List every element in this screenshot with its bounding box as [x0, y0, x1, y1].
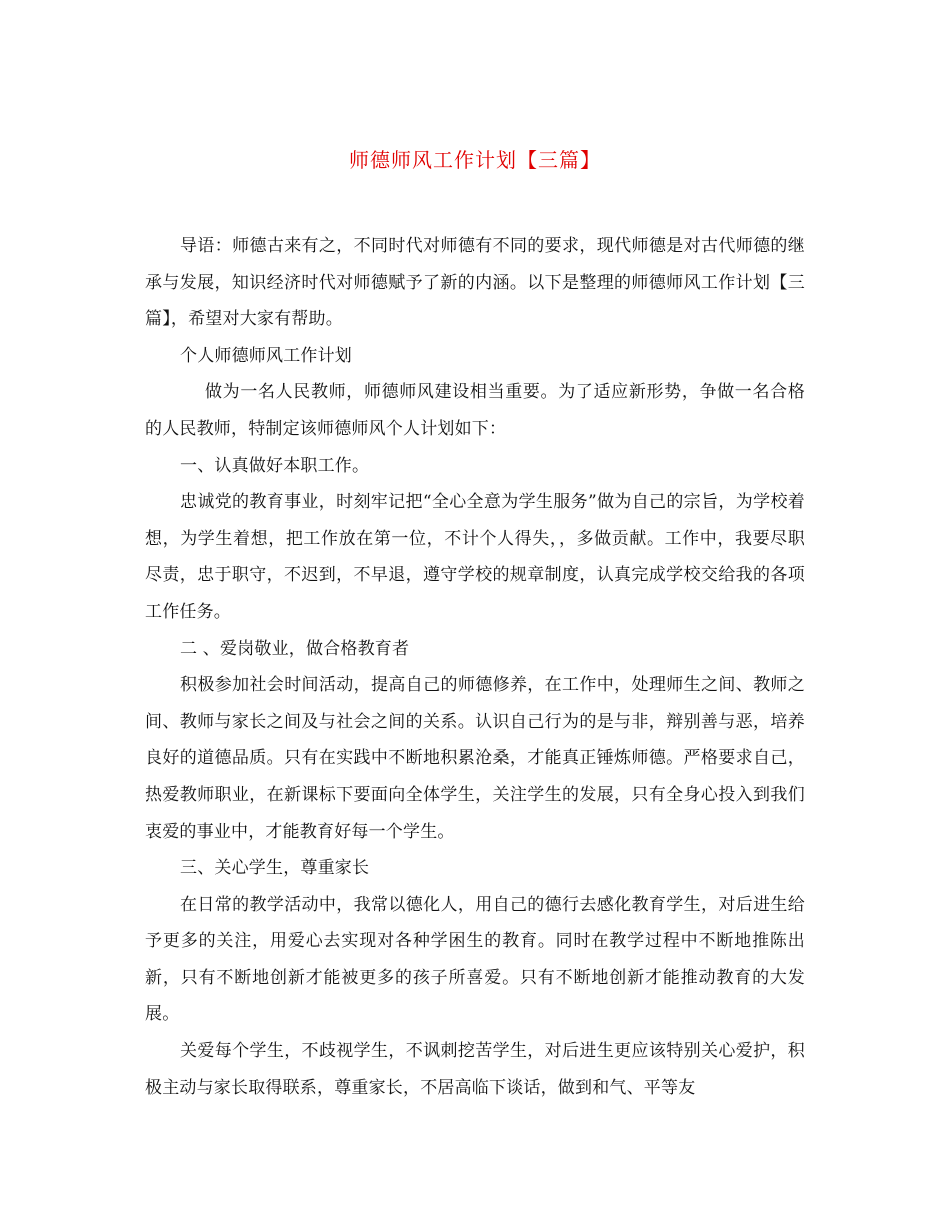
section-heading: 三、关心学生，尊重家长	[180, 858, 370, 879]
section-heading: 一、认真做好本职工作。	[180, 455, 370, 476]
paragraph: 积极参加社会时间活动，提高自己的师德修养，在工作中，处理师生之间、教师之间、教师与家长之间及与社会之间的关系。认识自己行为的是与非，辩别善与恶，培养良好的道德品质。只有在实践中不断地积累沧桑，才能真正锤炼师德。严格要求自己，热爱教师职业，在新课标下要面向全体学生，关注学生的发展，只有全身心投入到我们衷爱的事业中，才能教育好每一个学生。	[145, 675, 805, 842]
intro-paragraph: 导语：师德古来有之，不同时代对师德有不同的要求，现代师德是对古代师德的继承与发展，知识经济时代对师德赋予了新的内涵。以下是整理的师德师风工作计划【三篇】，希望对大家有帮助。	[145, 236, 805, 330]
section-heading: 二 、爱岗敬业，做合格教育者	[180, 638, 410, 659]
paragraph: 忠诚党的教育事业，时刻牢记把“全心全意为学生服务”做为自己的宗旨，为学校着想，为学生着想，把工作放在第一位，不计个人得失，，多做贡献。工作中，我要尽职尽责，忠于职守，不迟到，不早退，遵守学校的规章制度，认真完成学校交给我的各项工作任务。	[145, 492, 805, 622]
document-body	[145, 228, 805, 1106]
paragraph: 关爱每个学生，不歧视学生，不讽刺挖苦学生，对后进生更应该特别关心爱护，积极主动与家长取得联系，尊重家长，不居高临下谈话，做到和气、平等友	[145, 1041, 805, 1098]
section-heading: 个人师德师风工作计划	[180, 345, 352, 366]
paragraph: 在日常的教学活动中，我常以德化人，用自己的德行去感化教育学生，对后进生给予更多的关注，用爱心去实现对各种学困生的教育。同时在教学过程中不断地推陈出新，只有不断地创新才能被更多的孩子所喜爱。只有不断地创新才能推动教育的大发展。	[145, 894, 805, 1025]
paragraph: 做为一名人民教师，师德师风建设相当重要。为了适应新形势，争做一名合格的人民教师，特制定该师德师风个人计划如下：	[145, 382, 805, 439]
document-title: 师德师风工作计划【三篇】	[349, 148, 601, 172]
